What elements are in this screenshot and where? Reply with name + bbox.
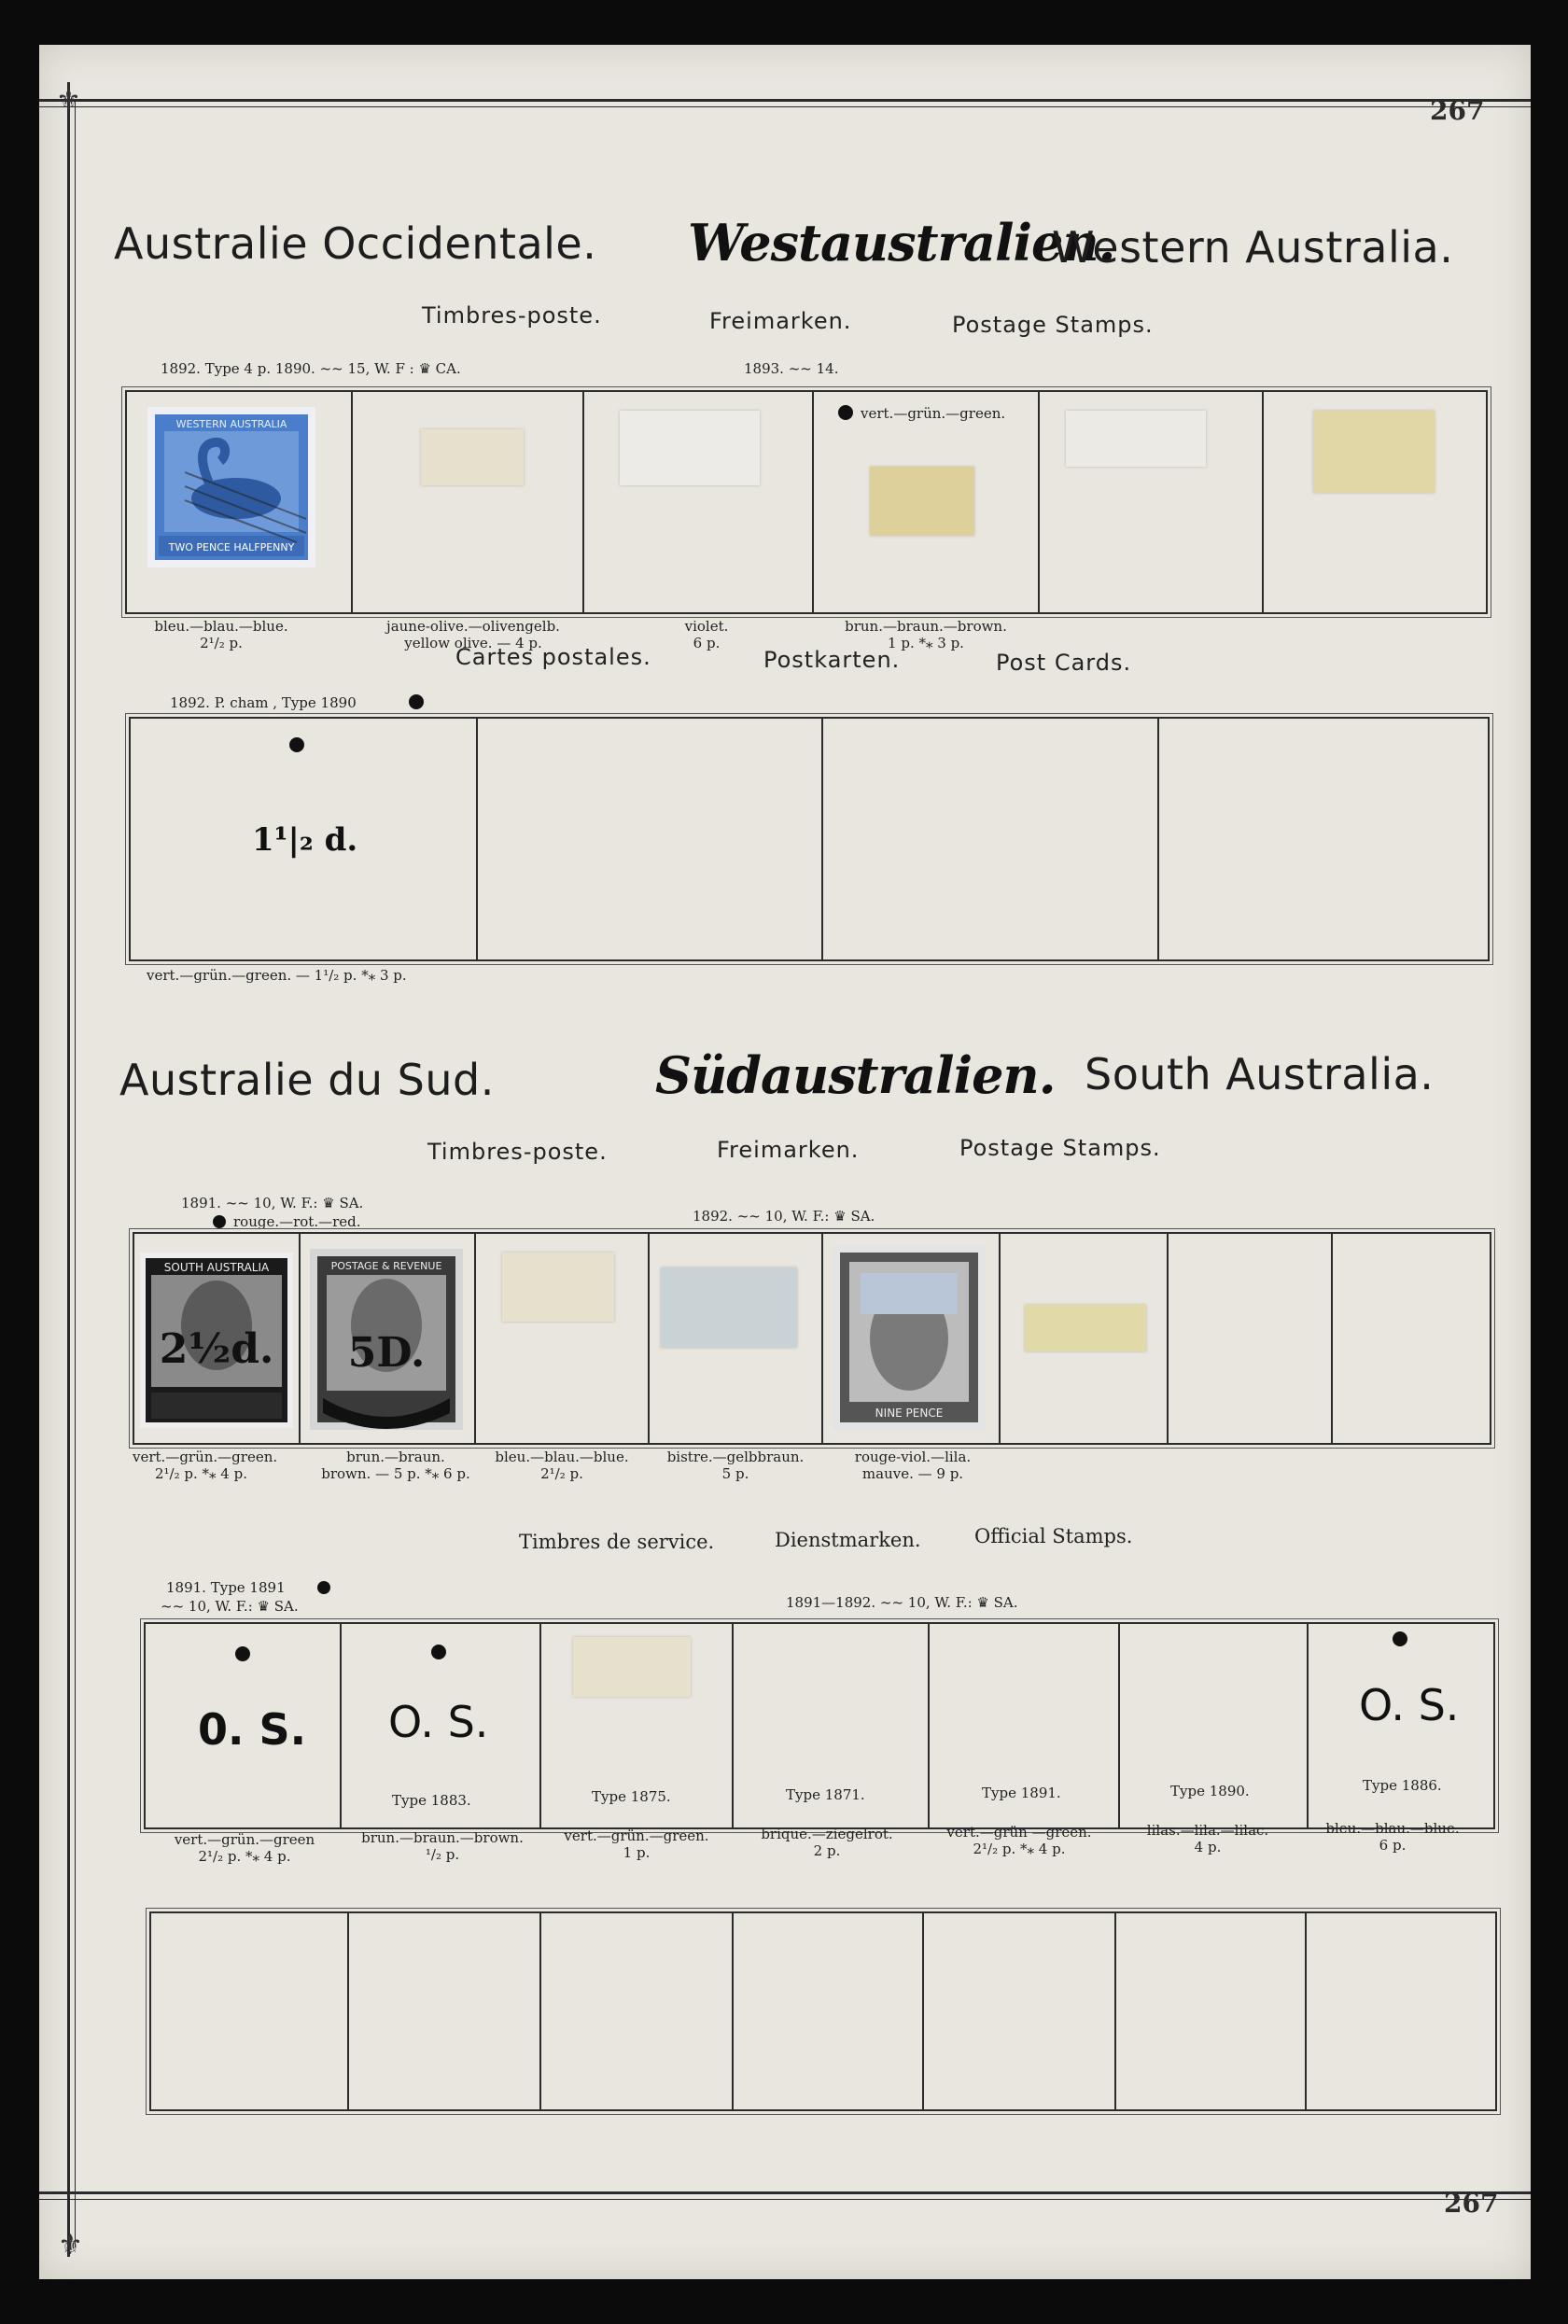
stamp-slot: [812, 392, 1040, 612]
stamp-hinge: [421, 429, 524, 485]
sa-caption-2: brun.—braun. brown. — 5 p. *⁎ 6 p.: [321, 1449, 470, 1482]
os-overprint: O. S.: [1359, 1680, 1460, 1730]
wa-title-fr: Australie Occidentale.: [114, 218, 597, 269]
sa-official-fr: Timbres de service.: [519, 1531, 715, 1553]
sa-off-caption-7: bleu.—blau.—blue. 6 p.: [1325, 1820, 1460, 1854]
sa-off-note-b: 1891—1892. ~~ 10, W. F.: ♛ SA.: [786, 1594, 1018, 1611]
stamp-slot: [821, 1234, 1001, 1443]
empty-slot: [1114, 1913, 1307, 2109]
stamp-slot: [648, 1234, 823, 1443]
corner-ornament-bottom: ⚜: [58, 2229, 83, 2261]
stamp-slot: [351, 392, 584, 612]
empty-slot: [151, 1913, 349, 2109]
wa-stamp-row: [125, 390, 1488, 614]
sa-off-caption-2: brun.—braun.—brown. ¹/₂ p.: [361, 1829, 524, 1863]
wa-title-de: Westaustralien.: [688, 213, 1115, 273]
sa-stamp-row: [133, 1232, 1491, 1445]
os-overprint: O. S.: [388, 1697, 489, 1747]
sa-sub-de: Freimarken.: [717, 1137, 860, 1163]
wa-sub-fr: Timbres-poste.: [422, 302, 602, 329]
os-overprint-bold: 0. S.: [198, 1704, 307, 1755]
stamp-hinge: [1025, 1305, 1146, 1351]
stamp-hinge: [1066, 411, 1206, 467]
sa-row-note-a: 1891. ~~ 10, W. F.: ♛ SA.: [181, 1195, 364, 1211]
sa-off-note-a1: 1891. Type 1891: [166, 1579, 286, 1596]
page-number-top: 267: [1430, 95, 1485, 126]
official-slot: [1307, 1624, 1490, 1827]
svg-text:SOUTH AUSTRALIA: SOUTH AUSTRALIA: [163, 1261, 270, 1274]
sa-off-caption-1: vert.—grün.—green 2¹/₂ p. *⁎ 4 p.: [174, 1831, 315, 1865]
empty-slot: [539, 1913, 734, 2109]
sa-caption-1: vert.—grün.—green. 2¹/₂ p. *⁎ 4 p.: [133, 1449, 278, 1482]
official-dot: [235, 1646, 250, 1661]
sa-caption-5: rouge-viol.—lila. mauve. — 9 p.: [854, 1449, 972, 1482]
wa-row-note-b: 1893. ~~ 14.: [744, 360, 839, 377]
card-slot: [131, 719, 478, 959]
svg-text:POSTAGE & REVENUE: POSTAGE & REVENUE: [330, 1260, 442, 1272]
stamp-slot: [134, 1234, 301, 1443]
wa-caption-1: bleu.—blau.—blue. 2¹/₂ p.: [154, 618, 288, 651]
wa-card-caption: vert.—grün.—green. — 1¹/₂ p. *⁎ 3 p.: [147, 967, 407, 984]
stamp-slot: [1167, 1234, 1333, 1443]
svg-text:WESTERN AUSTRALIA: WESTERN AUSTRALIA: [175, 418, 287, 430]
official-slot: [146, 1624, 342, 1827]
top-rule-thin: [39, 106, 1531, 107]
stamp-hinge: [1313, 411, 1435, 493]
sa-row-note-a2: rouge.—rot.—red.: [233, 1213, 361, 1230]
wa-cards-en: Post Cards.: [996, 650, 1132, 676]
sa-sub-fr: Timbres-poste.: [427, 1139, 608, 1165]
sa-sub-en: Postage Stamps.: [959, 1135, 1161, 1161]
sa-off-note-dot: [317, 1581, 330, 1594]
wa-cards-note: 1892. P. cham , Type 1890: [170, 694, 357, 711]
album-page: [39, 45, 1531, 2279]
sa-off-note-a2: ~~ 10, W. F.: ♛ SA.: [161, 1598, 299, 1615]
stamp-slot: [127, 392, 353, 612]
card-slot: [1157, 719, 1484, 959]
card-dot: [289, 737, 304, 752]
bottom-rule: [39, 2191, 1531, 2194]
south-australia-5d-stamp: [310, 1249, 463, 1430]
type-label: Type 1891.: [982, 1785, 1061, 1801]
south-australia-2-5d-stamp: [140, 1253, 293, 1428]
empty-row: [149, 1911, 1497, 2111]
card-value: 1¹|₂ d.: [252, 821, 358, 859]
official-slot: [928, 1624, 1120, 1827]
svg-text:2½d.: 2½d.: [159, 1325, 274, 1373]
type-label: Type 1890.: [1170, 1783, 1250, 1799]
wa-green-dot: [838, 405, 853, 420]
sa-off-caption-3: vert.—grün.—green. 1 p.: [564, 1827, 709, 1861]
sa-title-fr: Australie du Sud.: [119, 1055, 495, 1105]
card-slot: [821, 719, 1159, 959]
stamp-slot: [299, 1234, 476, 1443]
sa-official-de: Dienstmarken.: [775, 1529, 921, 1551]
stamp-slot: [1262, 392, 1482, 612]
official-slot: [732, 1624, 930, 1827]
wa-row-note-a: 1892. Type 4 p. 1890. ~~ 15, W. F : ♛ CA.: [161, 360, 461, 377]
type-label: Type 1875.: [592, 1788, 671, 1805]
stamp-hinge: [870, 467, 974, 536]
svg-text:NINE PENCE: NINE PENCE: [875, 1407, 944, 1420]
stamp-slot: [1331, 1234, 1486, 1443]
official-slot: [340, 1624, 541, 1827]
type-label: Type 1886.: [1363, 1777, 1442, 1794]
sa-off-caption-5: vert.—grün —green. 2¹/₂ p. *⁎ 4 p.: [946, 1824, 1092, 1857]
wa-cards-note-dot: [409, 694, 424, 709]
page-number-bottom: 267: [1444, 2188, 1499, 2219]
stamp-hinge: [620, 411, 760, 485]
official-dot: [431, 1645, 446, 1659]
official-slot: [1118, 1624, 1309, 1827]
wa-caption-2: jaune-olive.—olivengelb. yellow olive. — 4 p.: [386, 618, 560, 651]
wa-sub-en: Postage Stamps.: [952, 312, 1154, 338]
empty-slot: [922, 1913, 1116, 2109]
empty-slot: [732, 1913, 924, 2109]
wa-dot-note: vert.—grün.—green.: [861, 405, 1006, 422]
svg-text:5D.: 5D.: [347, 1329, 426, 1377]
wa-cards-de: Postkarten.: [763, 647, 901, 673]
sa-title-en: South Australia.: [1085, 1049, 1435, 1099]
sa-official-en: Official Stamps.: [974, 1525, 1133, 1547]
empty-slot: [347, 1913, 541, 2109]
wa-caption-3: violet. 6 p.: [684, 618, 729, 651]
stamp-slot: [582, 392, 814, 612]
empty-slot: [1305, 1913, 1491, 2109]
wa-sub-de: Freimarken.: [709, 308, 852, 334]
svg-text:TWO PENCE HALFPENNY: TWO PENCE HALFPENNY: [168, 541, 295, 553]
type-label: Type 1871.: [786, 1786, 865, 1803]
sa-official-row: [144, 1622, 1495, 1829]
stamp-hinge: [502, 1253, 614, 1322]
wa-card-row: [129, 717, 1490, 961]
sa-red-dot: [213, 1215, 226, 1228]
stamp-hinge: [573, 1637, 691, 1697]
wa-cards-fr: Cartes postales.: [455, 644, 651, 670]
stamp-slot: [474, 1234, 650, 1443]
sa-row-note-b: 1892. ~~ 10, W. F.: ♛ SA.: [693, 1208, 875, 1225]
stamp-slot: [999, 1234, 1169, 1443]
official-dot: [1393, 1631, 1407, 1646]
sa-off-caption-6: lilas.—lila.—lilac. 4 p.: [1146, 1822, 1269, 1855]
sa-caption-3: bleu.—blau.—blue. 2¹/₂ p.: [495, 1449, 629, 1482]
stamp-hinge: [661, 1267, 797, 1348]
type-label: Type 1883.: [392, 1792, 471, 1809]
stamp-slot: [1038, 392, 1264, 612]
official-slot: [539, 1624, 734, 1827]
western-australia-swan-stamp: [147, 407, 315, 567]
south-australia-nine-pence-stamp: [833, 1245, 986, 1430]
top-rule: [39, 99, 1531, 102]
wa-title-en: Western Australia.: [1052, 222, 1454, 273]
sa-off-caption-4: brique.—ziegelrot. 2 p.: [761, 1826, 893, 1859]
corner-ornament-top: ⚜: [56, 84, 81, 117]
sa-title-de: Südaustralien.: [655, 1045, 1056, 1105]
left-rule-thin: [75, 101, 76, 2247]
sa-caption-4: bistre.—gelbbraun. 5 p.: [666, 1449, 805, 1482]
bottom-rule-thin: [39, 2199, 1531, 2200]
card-slot: [476, 719, 823, 959]
left-rule: [67, 82, 70, 2257]
wa-caption-4: brun.—braun.—brown. 1 p. *⁎ 3 p.: [845, 618, 1007, 651]
